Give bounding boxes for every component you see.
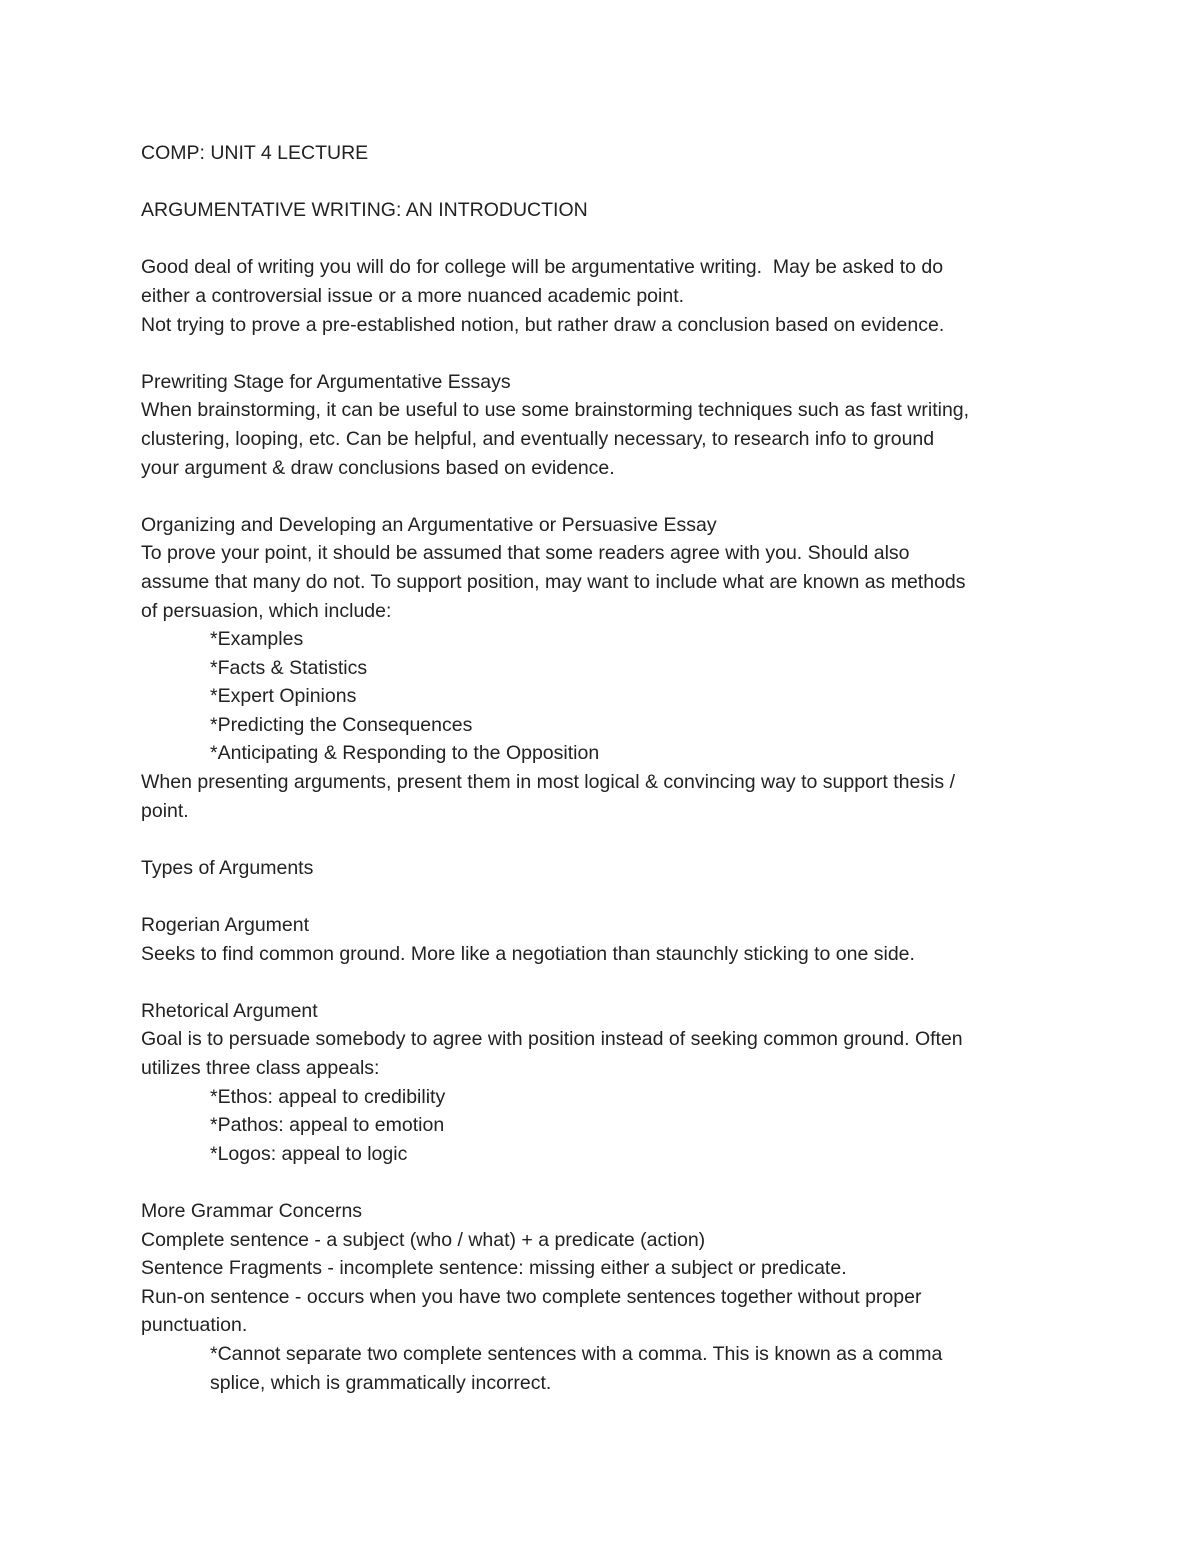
grammar-line: Complete sentence - a subject (who / what) + a predicate (action)	[141, 1228, 706, 1251]
organizing-line: of persuasion, which include:	[141, 599, 392, 622]
section-heading-prewriting: Prewriting Stage for Argumentative Essays	[141, 370, 511, 393]
spacer	[141, 339, 1071, 368]
spacer	[141, 168, 1071, 197]
section-heading-grammar: More Grammar Concerns	[141, 1199, 363, 1222]
organizing-closing-line: When presenting arguments, present them in most logical & convincing way to support thesis /	[141, 771, 955, 794]
appeal-item: *Logos: appeal to logic	[210, 1142, 408, 1165]
persuasion-method-item: *Examples	[210, 628, 304, 651]
subheading-rhetorical: Rhetorical Argument	[141, 999, 318, 1022]
grammar-line: Sentence Fragments - incomplete sentence: missing either a subject or predicate.	[141, 1257, 847, 1280]
intro-line: Good deal of writing you will do for college will be argumentative writing. May be asked to do	[141, 256, 944, 279]
document-page	[141, 139, 1071, 1397]
organizing-closing-line: point.	[141, 799, 189, 822]
rhetorical-line: Goal is to persuade somebody to agree with position instead of seeking common ground. Often	[141, 1028, 963, 1051]
grammar-line: punctuation.	[141, 1314, 248, 1337]
persuasion-method-item: *Expert Opinions	[210, 685, 357, 708]
prewriting-line: When brainstorming, it can be useful to use some brainstorming techniques such as fast writing,	[141, 399, 970, 422]
subheading-rogerian: Rogerian Argument	[141, 914, 310, 937]
organizing-line: To prove your point, it should be assumed that some readers agree with you. Should also	[141, 542, 910, 565]
prewriting-line: clustering, looping, etc. Can be helpful, and eventually necessary, to research info to ground	[141, 427, 935, 450]
appeal-item: *Pathos: appeal to emotion	[210, 1114, 445, 1137]
persuasion-method-item: *Facts & Statistics	[210, 656, 368, 679]
persuasion-method-item: *Anticipating & Responding to the Opposition	[210, 742, 600, 765]
spacer	[141, 825, 1071, 854]
document-subtitle: ARGUMENTATIVE WRITING: AN INTRODUCTION	[141, 199, 588, 222]
spacer	[141, 882, 1071, 911]
grammar-line: Run-on sentence - occurs when you have two complete sentences together without proper	[141, 1285, 922, 1308]
intro-line: either a controversial issue or a more nuanced academic point.	[141, 284, 685, 307]
persuasion-method-item: *Predicting the Consequences	[210, 713, 473, 736]
grammar-note-line: splice, which is grammatically incorrect.	[210, 1371, 552, 1394]
appeal-item: *Ethos: appeal to credibility	[210, 1085, 446, 1108]
prewriting-line: your argument & draw conclusions based on evidence.	[141, 456, 615, 479]
spacer	[141, 1168, 1071, 1197]
document-title: COMP: UNIT 4 LECTURE	[141, 142, 369, 164]
intro-line: Not trying to prove a pre-established notion, but rather draw a conclusion based on evidence.	[141, 313, 945, 336]
organizing-line: assume that many do not. To support position, may want to include what are known as methods	[141, 570, 966, 593]
section-heading-organizing: Organizing and Developing an Argumentative or Persuasive Essay	[141, 513, 717, 536]
spacer	[141, 225, 1071, 254]
rogerian-line: Seeks to find common ground. More like a negotiation than staunchly sticking to one side.	[141, 942, 915, 965]
rhetorical-line: utilizes three class appeals:	[141, 1057, 380, 1079]
section-heading-types: Types of Arguments	[141, 856, 314, 879]
spacer	[141, 968, 1071, 997]
spacer	[141, 482, 1071, 511]
grammar-note-line: *Cannot separate two complete sentences with a comma. This is known as a comma	[210, 1342, 943, 1365]
